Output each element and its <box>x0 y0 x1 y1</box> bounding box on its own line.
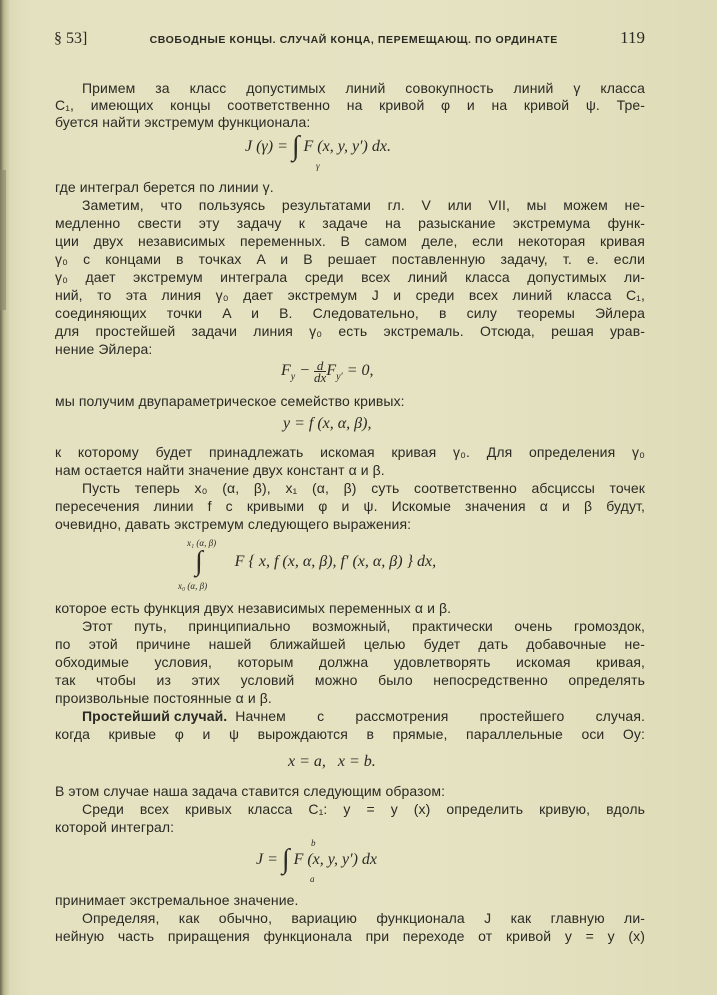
text-line: В этом случае наша задача ставится следующим образом: <box>55 783 446 799</box>
formula-operator: − <box>295 362 315 380</box>
text-line: Среди всех кривых класса C₁: y = y (x) определить кривую, вдоль <box>82 801 645 817</box>
integral-lower-limit: γ <box>316 161 320 171</box>
formula-subscript: y <box>290 371 296 383</box>
fraction-denominator: dx <box>314 370 327 385</box>
text-line: ции двух независимых переменных. В самом деле, если некоторая кривая <box>55 233 645 249</box>
text-line: Пусть теперь x₀ (α, β), x₁ (α, β) суть соответственно абсциссы точек <box>82 480 645 496</box>
text-line: по этой причине нашей ближайшей целью будет дать добавочные не- <box>55 636 645 652</box>
formula-integral-expression <box>195 546 437 577</box>
text-line: очевидно, давать экстремум следующего выражения: <box>55 516 412 532</box>
text-line: пересечения линии f с кривыми φ и ψ. Искомые значения α и β будут, <box>55 498 645 514</box>
page-number: 119 <box>620 28 645 47</box>
formula-integrand: F { x, f (x, α, β), f′ (x, α, β) } dx, <box>234 553 437 570</box>
integral-sign: ∫ <box>291 131 300 162</box>
section-number: § 53] <box>54 30 88 47</box>
formula-functional <box>245 131 391 162</box>
text-line: γ₀ с концами в точках A и B решает поставленную задачу, т. е. если <box>55 251 645 267</box>
text-line: ний, то эта линия γ₀ дает экстремум J и среди всех линий класса C₁, <box>55 287 645 303</box>
integral-lower-limit: a <box>310 874 315 884</box>
text-line: соединяющих точки A и B. Следовательно, в силу теоремы Эйлера <box>55 305 645 321</box>
text-line: Заметим, что пользуясь результатами гл. V или VII, мы можем не- <box>82 197 645 213</box>
text-line: обходимые условия, которым должна удовлетворять искомая кривая, <box>55 654 645 670</box>
formula-euler-equation <box>281 360 374 383</box>
running-header <box>54 28 645 48</box>
text-line: мы получим двупараметрическое семейство кривых: <box>55 393 405 409</box>
derivative-fraction <box>314 360 326 383</box>
text-line: которое есть функция двух независимых переменных α и β. <box>55 600 452 616</box>
formula-lhs: J (γ) = <box>245 138 288 155</box>
formula-lhs: J = <box>256 851 278 868</box>
formula-symbol: F <box>326 362 337 380</box>
running-title: СВОБОДНЫЕ КОНЦЫ. СЛУЧАЙ КОНЦА, ПЕРЕМЕЩАЮЩ. ПО ОРДИНАТЕ <box>149 34 558 46</box>
formula-symbol: F <box>281 362 291 380</box>
text-line: к которому будет принадлежать искомая кривая γ₀. Для определения γ₀ <box>55 444 645 460</box>
text-line: где интеграл берется по линии γ. <box>55 179 274 195</box>
integral-sign: ∫ <box>281 844 290 875</box>
fraction-numerator: d <box>316 358 324 373</box>
text-line: Определяя, как обычно, вариацию функционала J как главную ли- <box>82 910 645 926</box>
formula-subscript: y′ <box>336 371 343 383</box>
text-line: так чтобы из этих условий можно было непосредственно определять <box>55 672 645 688</box>
integral-upper-limit: x₁ (α, β) <box>187 538 217 548</box>
text-span: Начнем с рассмотрения простейшего случая. <box>235 708 645 724</box>
text-line: C₁, имеющих концы соответственно на кривой φ и на кривой ψ. Тре- <box>55 97 645 113</box>
formula-simplest-functional <box>256 844 378 875</box>
formula-integrand: F (x, y, y′) dx. <box>303 138 391 155</box>
page-edge-shadow <box>0 170 6 310</box>
text-line: нение Эйлера: <box>55 341 153 357</box>
text-line: произвольные постоянные α и β. <box>55 690 272 706</box>
text-line: γ₀ дает экстремум интеграла среди всех линий класса допустимых ли- <box>55 269 645 285</box>
text-line: буется найти экстремум функционала: <box>55 114 311 130</box>
text-line <box>82 707 645 725</box>
text-line: Примем за класс допустимых линий совокупность линий γ класса <box>82 80 645 96</box>
subsection-heading: Простейший случай. <box>82 708 228 724</box>
text-line: для простейшей задачи линия γ₀ есть экстремаль. Отсюда, решая урав- <box>55 323 645 339</box>
integral-lower-limit: x₀ (α, β) <box>178 581 208 591</box>
text-line: когда кривые φ и ψ вырождаются в прямые, параллельные оси Oy: <box>55 726 645 742</box>
text-line: медленно свести эту задачу к задаче на разыскание экстремума функ- <box>55 215 645 231</box>
formula-rhs: = 0, <box>342 362 374 380</box>
text-line: Этот путь, принципиально возможный, практически очень громоздок, <box>82 618 645 634</box>
formula-lines: x = a, x = b. <box>288 753 376 770</box>
integral-sign: ∫ <box>195 546 203 577</box>
text-line: нейную часть приращения функционала при переходе от кривой y = y (x) <box>55 928 645 944</box>
formula-integrand: F (x, y, y′) dx <box>293 851 378 868</box>
text-line: которой интеграл: <box>55 819 175 835</box>
text-line: нам остается найти значение двух констант α и β. <box>55 462 385 478</box>
formula-family: y = f (x, α, β), <box>283 415 372 432</box>
integral-upper-limit: b <box>311 838 316 848</box>
text-line: принимает экстремальное значение. <box>55 892 299 908</box>
